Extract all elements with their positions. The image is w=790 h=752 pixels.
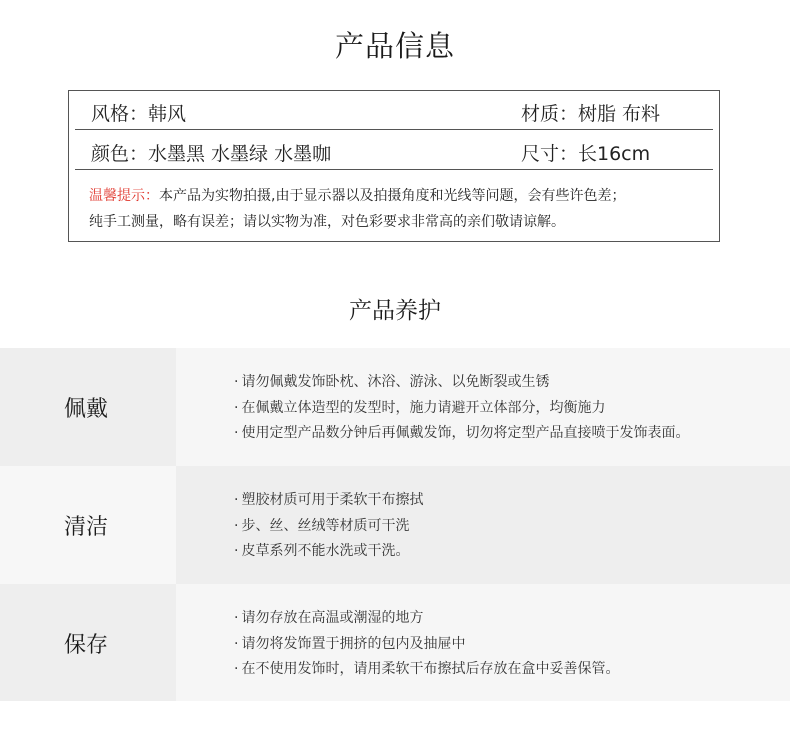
- material-text: 材质：树脂 布料: [521, 103, 661, 125]
- notice-line-1-text: 本产品为实物拍摄,由于显示器以及拍摄角度和光线等问题，会有些许色差；: [159, 188, 626, 204]
- bullet-dot: ·: [234, 517, 239, 534]
- care-row-wearing: [0, 348, 790, 466]
- care-row-storage: [0, 584, 790, 701]
- care-row-cleaning: [0, 466, 790, 584]
- care-item: [234, 657, 619, 683]
- color-text: 颜色：水墨黑 水墨绿 水墨咖: [91, 143, 332, 165]
- care-label-cell: [0, 466, 176, 584]
- info-row-color-size: [75, 131, 713, 170]
- bullet-dot: ·: [234, 399, 239, 416]
- care-content-cell: [176, 584, 790, 701]
- care-label-cell: [0, 348, 176, 466]
- care-item-text: 塑胶材质可用于柔软干布擦拭: [241, 492, 424, 508]
- bullet-dot: ·: [234, 661, 239, 677]
- size-text: 尺寸：长16cm: [521, 143, 651, 165]
- notice-line-2: 纯手工测量，略有误差；请以实物为准，对色彩要求非常高的亲们敬请谅解。: [89, 214, 565, 230]
- care-item: [234, 539, 423, 565]
- bullet-dot: ·: [234, 425, 239, 441]
- care-label: 佩戴: [64, 397, 109, 422]
- care-item-text: 请勿存放在高温或潮湿的地方: [241, 610, 424, 626]
- notice-label: 温馨提示：: [89, 188, 159, 204]
- care-item: [234, 396, 689, 422]
- style-text: 风格：韩风: [91, 103, 187, 125]
- care-item: [234, 488, 423, 514]
- notice-line-1: [89, 183, 705, 209]
- care-label-cell: [0, 584, 176, 701]
- care-item-text: 步、丝、丝绒等材质可干洗: [241, 517, 410, 534]
- care-item-text: 在不使用发饰时，请用柔软干布擦拭后存放在盒中妥善保管。: [241, 661, 620, 677]
- bullet-dot: ·: [234, 374, 239, 390]
- bullet-dot: ·: [234, 543, 239, 559]
- bullet-dot: ·: [234, 635, 239, 652]
- care-item: [234, 421, 689, 447]
- care-item: [234, 370, 689, 396]
- care-content-cell: [176, 466, 790, 584]
- product-info-box: [68, 90, 720, 242]
- care-label: 清洁: [64, 515, 109, 540]
- care-item-text: 在佩戴立体造型的发型时，施力请避开立体部分，均衡施力: [241, 399, 606, 416]
- care-item-text: 请勿将发饰置于拥挤的包内及抽屉中: [241, 635, 466, 652]
- care-item-text: 请勿佩戴发饰卧枕、沐浴、游泳、以免断裂或生锈: [241, 374, 550, 390]
- care-item: [234, 514, 423, 540]
- care-list: [234, 606, 619, 683]
- care-item: [234, 632, 619, 658]
- care-label: 保存: [64, 633, 109, 658]
- care-content-cell: [176, 348, 790, 466]
- product-info-title: 产品信息: [334, 29, 455, 63]
- care-list: [234, 488, 423, 565]
- care-item-text: 皮草系列不能水洗或干洗。: [241, 543, 410, 559]
- bullet-dot: ·: [234, 610, 239, 626]
- care-item: [234, 606, 619, 632]
- bullet-dot: ·: [234, 492, 239, 508]
- notice-text: [89, 183, 705, 235]
- info-row-style-material: [75, 91, 713, 130]
- care-item-text: 使用定型产品数分钟后再佩戴发饰，切勿将定型产品直接喷于发饰表面。: [241, 425, 690, 441]
- care-list: [234, 370, 689, 447]
- product-care-title: 产品养护: [349, 298, 441, 324]
